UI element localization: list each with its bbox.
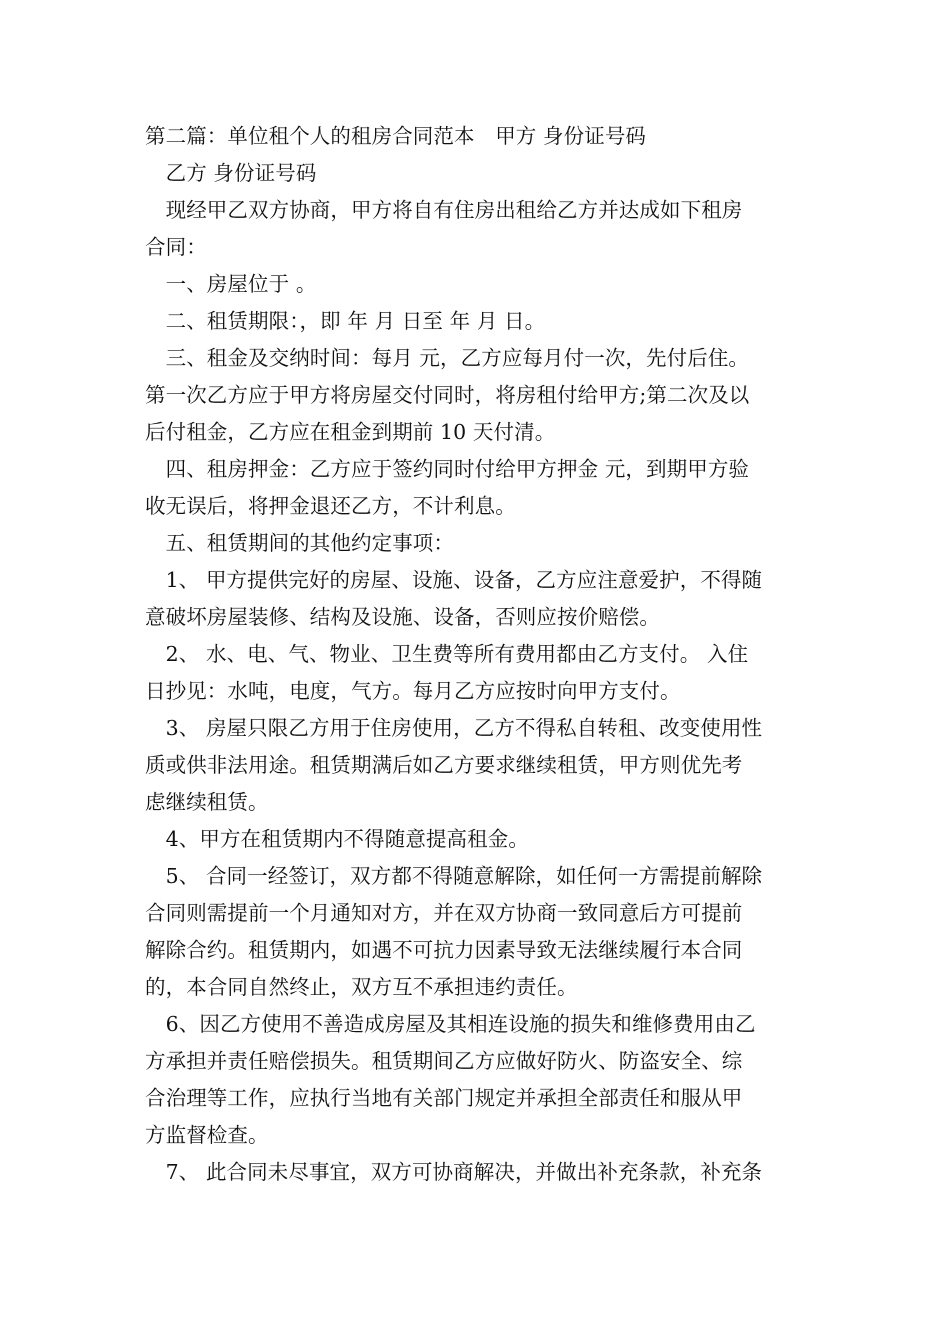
- text-line: 意破坏房屋装修、结构及设施、设备，否则应按价赔偿。: [145, 605, 660, 629]
- text-line: 的，本合同自然终止，双方互不承担违约责任。: [145, 975, 578, 999]
- item-5-line: 5、 合同一经签订，双方都不得随意解除，如任何一方需提前解除: [145, 864, 763, 888]
- text-line: 合同则需提前一个月通知对方，并在双方协商一致同意后方可提前: [145, 901, 743, 925]
- clause-2-line: 二、租赁期限：，即 年 月 日至 年 月 日。: [145, 309, 546, 333]
- clause-3-line: 三、租金及交纳时间：每月 元，乙方应每月付一次，先付后住。: [145, 346, 750, 370]
- text-line: 合同：: [145, 235, 207, 259]
- item-6-line: 6、因乙方使用不善造成房屋及其相连设施的损失和维修费用由乙: [145, 1012, 756, 1036]
- text-line: 第一次乙方应于甲方将房屋交付同时，将房租付给甲方;第二次及以: [145, 383, 750, 407]
- item-1-line: 1、 甲方提供完好的房屋、设施、设备，乙方应注意爱护，不得随: [145, 568, 763, 592]
- item-2-line: 2、 水、电、气、物业、卫生费等所有费用都由乙方支付。 入住: [145, 642, 749, 666]
- text-line: 解除合约。租赁期内，如遇不可抗力因素导致无法继续履行本合同: [145, 938, 743, 962]
- text-line: 现经甲乙双方协商，甲方将自有住房出租给乙方并达成如下租房: [145, 198, 743, 222]
- item-3-line: 3、 房屋只限乙方用于住房使用，乙方不得私自转租、改变使用性: [145, 716, 763, 740]
- item-4-line: 4、甲方在租赁期内不得随意提高租金。: [145, 827, 529, 851]
- text-line: 方监督检查。: [145, 1123, 269, 1147]
- clause-5-line: 五、租赁期间的其他约定事项：: [145, 531, 454, 555]
- document-title-line: 第二篇：单位租个人的租房合同范本 甲方 身份证号码: [145, 124, 647, 148]
- text-line: 后付租金，乙方应在租金到期前 10 天付清。: [145, 420, 556, 444]
- item-7-line: 7、 此合同未尽事宜，双方可协商解决，并做出补充条款，补充条: [145, 1160, 763, 1184]
- text-line: 方承担并责任赔偿损失。租赁期间乙方应做好防火、防盗安全、综: [145, 1049, 743, 1073]
- text-line: 日抄见：水吨，电度，气方。每月乙方应按时向甲方支付。: [145, 679, 681, 703]
- text-line: 质或供非法用途。租赁期满后如乙方要求继续租赁，甲方则优先考: [145, 753, 743, 777]
- clause-1-line: 一、房屋位于 。: [145, 272, 317, 296]
- text-line: 乙方 身份证号码: [145, 161, 317, 185]
- text-line: 合治理等工作，应执行当地有关部门规定并承担全部责任和服从甲: [145, 1086, 743, 1110]
- document-body: [145, 118, 810, 1191]
- clause-4-line: 四、租房押金：乙方应于签约同时付给甲方押金 元，到期甲方验: [145, 457, 750, 481]
- text-line: 收无误后，将押金退还乙方，不计利息。: [145, 494, 516, 518]
- text-line: 虑继续租赁。: [145, 790, 269, 814]
